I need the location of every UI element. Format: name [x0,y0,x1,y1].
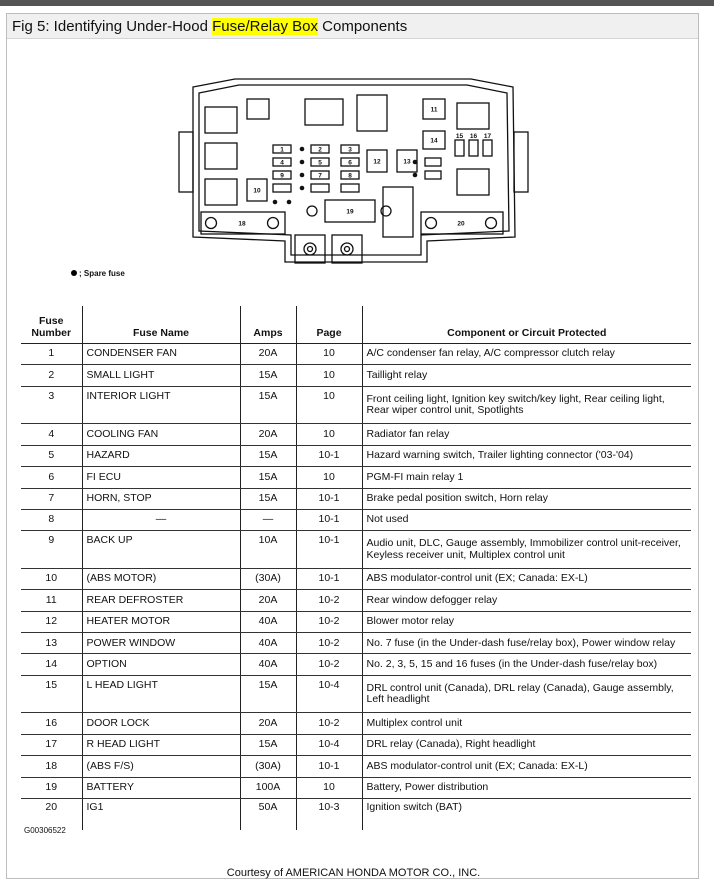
fuse-label-12: 12 [373,158,381,166]
cell-component: Ignition switch (BAT) [362,799,691,831]
table-row [21,654,691,675]
cell-fuse-name: HAZARD [82,445,240,466]
fuse-label-1: 1 [280,146,284,154]
fuse-label-7: 7 [318,172,322,180]
table-row [21,365,691,386]
fuse-label-10: 10 [253,187,261,195]
table-row [21,531,691,569]
cell-page: 10 [296,386,362,424]
cell-page: 10-1 [296,756,362,777]
cell-fuse-name: (ABS MOTOR) [82,568,240,589]
cell-page: 10-3 [296,799,362,831]
fuse-label-15: 15 [455,133,464,140]
cell-amps: (30A) [240,756,296,777]
cell-amps: 20A [240,713,296,734]
cell-component: Rear window defogger relay [362,590,691,611]
fuse-label-16: 16 [469,133,478,140]
spare-fuse-dot-icon [71,270,77,276]
table-row [21,675,691,713]
header-page: Page [296,306,362,344]
cell-fuse-name: DOOR LOCK [82,713,240,734]
cell-fuse-name: OPTION [82,654,240,675]
cell-component: Blower motor relay [362,611,691,632]
cell-page: 10 [296,777,362,798]
cell-number: 12 [21,611,82,632]
header-fuse-name: Fuse Name [82,306,240,344]
cell-component: ABS modulator-control unit (EX; Canada: EX-L) [362,568,691,589]
cell-amps: 15A [240,488,296,509]
cell-page: 10-1 [296,445,362,466]
cell-number: 11 [21,590,82,611]
cell-number: 9 [21,531,82,569]
cell-number: 19 [21,777,82,798]
cell-amps: 15A [240,445,296,466]
figure-frame [6,13,699,879]
cell-amps: 20A [240,344,296,365]
cell-amps: 15A [240,386,296,424]
cell-amps: 20A [240,424,296,445]
cell-component: PGM-FI main relay 1 [362,467,691,488]
spare-fuse-note: ; Spare fuse [71,269,125,278]
fuse-label-5: 5 [318,159,322,167]
cell-fuse-name: BACK UP [82,531,240,569]
fuse-label-3: 3 [348,146,352,154]
cell-fuse-name: HEATER MOTOR [82,611,240,632]
cell-number: 6 [21,467,82,488]
cell-component: DRL control unit (Canada), DRL relay (Canada), Gauge assembly, Left headlight [362,675,691,713]
fuse-label-4: 4 [280,159,284,167]
table-header-row [21,306,691,344]
cell-component: ABS modulator-control unit (EX; Canada: EX-L) [362,756,691,777]
cell-page: 10 [296,365,362,386]
cell-component: No. 7 fuse (in the Under-dash fuse/relay box), Power window relay [362,633,691,654]
fuse-label-8: 8 [348,172,352,180]
fuse-label-19: 19 [346,208,354,216]
header-amps: Amps [240,306,296,344]
fuse-label-14: 14 [430,137,438,145]
cell-component: DRL relay (Canada), Right headlight [362,734,691,755]
table-row [21,734,691,755]
cell-amps: 15A [240,734,296,755]
cell-number: 16 [21,713,82,734]
cell-number: 5 [21,445,82,466]
table-row [21,611,691,632]
cell-page: 10-2 [296,654,362,675]
fuse-label-13: 13 [403,158,411,166]
cell-amps: (30A) [240,568,296,589]
cell-number: 20 [45,801,58,814]
courtesy-credit: Courtesy of AMERICAN HONDA MOTOR CO., INC. [226,867,481,879]
title-prefix: Fig 5: Identifying Under-Hood [12,18,213,35]
cell-page: 10-1 [296,531,362,569]
cell-component: Brake pedal position switch, Horn relay [362,488,691,509]
cell-page: 10 [296,344,362,365]
table-row [21,386,691,424]
cell-fuse-name: COOLING FAN [82,424,240,445]
cell-page: 10-2 [296,713,362,734]
cell-amps: 50A [240,799,296,831]
cell-amps: 10A [240,531,296,569]
cell-amps: 40A [240,654,296,675]
fuse-label-17: 17 [483,133,492,140]
table-row [21,509,691,530]
cell-fuse-name: R HEAD LIGHT [82,734,240,755]
figure-code: G00306522 [24,826,66,835]
cell-page: 10-1 [296,488,362,509]
cell-component: Battery, Power distribution [362,777,691,798]
fuse-box-diagram [175,57,531,275]
cell-amps: 15A [240,365,296,386]
table-row [21,445,691,466]
cell-number: 13 [21,633,82,654]
cell-component: Not used [362,509,691,530]
cell-page: 10-1 [296,509,362,530]
title-suffix: Components [318,18,408,35]
fuse-label-18: 18 [238,220,246,228]
cell-component: Front ceiling light, Ignition key switch/key light, Rear ceiling light, Rear wiper control unit, Spotlights [362,386,691,424]
cell-fuse-name: REAR DEFROSTER [82,590,240,611]
cell-page: 10-2 [296,611,362,632]
cell-fuse-name: HORN, STOP [82,488,240,509]
cell-number: 1 [21,344,82,365]
cell-number: 17 [21,734,82,755]
cell-fuse-name: FI ECU [82,467,240,488]
cell-component: No. 2, 3, 5, 15 and 16 fuses (in the Under-dash fuse/relay box) [362,654,691,675]
figure-title [7,14,698,39]
header-component: Component or Circuit Protected [362,306,691,344]
fuse-label-2: 2 [318,146,322,154]
cell-component: Multiplex control unit [362,713,691,734]
fuse-table [21,306,691,830]
fuse-label-9: 9 [280,172,284,180]
table-row [21,424,691,445]
cell-number: 4 [21,424,82,445]
cell-amps: 40A [240,611,296,632]
cell-component: Radiator fan relay [362,424,691,445]
table-row [21,799,691,831]
cell-amps: 15A [240,467,296,488]
cell-page: 10 [296,424,362,445]
fuse-label-20: 20 [457,220,465,228]
cell-number: 7 [21,488,82,509]
cell-amps: — [240,509,296,530]
cell-fuse-name: BATTERY [82,777,240,798]
cell-amps: 100A [240,777,296,798]
cell-amps: 40A [240,633,296,654]
table-row [21,467,691,488]
cell-fuse-name: INTERIOR LIGHT [82,386,240,424]
cell-number: 8 [21,509,82,530]
cell-amps: 20A [240,590,296,611]
spare-fuse-label: Spare fuse [83,269,125,278]
table-row [21,777,691,798]
cell-number: 15 [21,675,82,713]
cell-number: 18 [21,756,82,777]
table-row [21,590,691,611]
cell-fuse-name: — [82,509,240,530]
cell-page: 10-2 [296,633,362,654]
cell-fuse-name: L HEAD LIGHT [82,675,240,713]
cell-fuse-name: (ABS F/S) [82,756,240,777]
table-row [21,488,691,509]
table-row [21,568,691,589]
cell-number: 3 [21,386,82,424]
cell-component: Audio unit, DLC, Gauge assembly, Immobilizer control unit-receiver, Keyless receiver unit, Multiplex control unit [362,531,691,569]
cell-number: 14 [21,654,82,675]
cell-page: 10-1 [296,568,362,589]
window-top-strip [0,0,714,6]
table-row [21,633,691,654]
table-row [21,713,691,734]
cell-page: 10-2 [296,590,362,611]
table-row [21,344,691,365]
cell-amps: 15A [240,675,296,713]
cell-page: 10-4 [296,675,362,713]
fuse-label-11: 11 [430,106,438,114]
cell-fuse-name: POWER WINDOW [82,633,240,654]
cell-page: 10 [296,467,362,488]
cell-number: 2 [21,365,82,386]
title-highlight: Fuse/Relay Box [212,18,318,35]
table-row [21,756,691,777]
cell-fuse-name: CONDENSER FAN [82,344,240,365]
header-fuse-number: Fuse Number [21,306,82,344]
cell-component: Hazard warning switch, Trailer lighting connector ('03-'04) [362,445,691,466]
cell-fuse-name: IG1 [82,799,240,831]
cell-component: Taillight relay [362,365,691,386]
cell-number: 10 [21,568,82,589]
cell-fuse-name: SMALL LIGHT [82,365,240,386]
cell-component: A/C condenser fan relay, A/C compressor clutch relay [362,344,691,365]
cell-page: 10-4 [296,734,362,755]
fuse-label-6: 6 [348,159,352,167]
